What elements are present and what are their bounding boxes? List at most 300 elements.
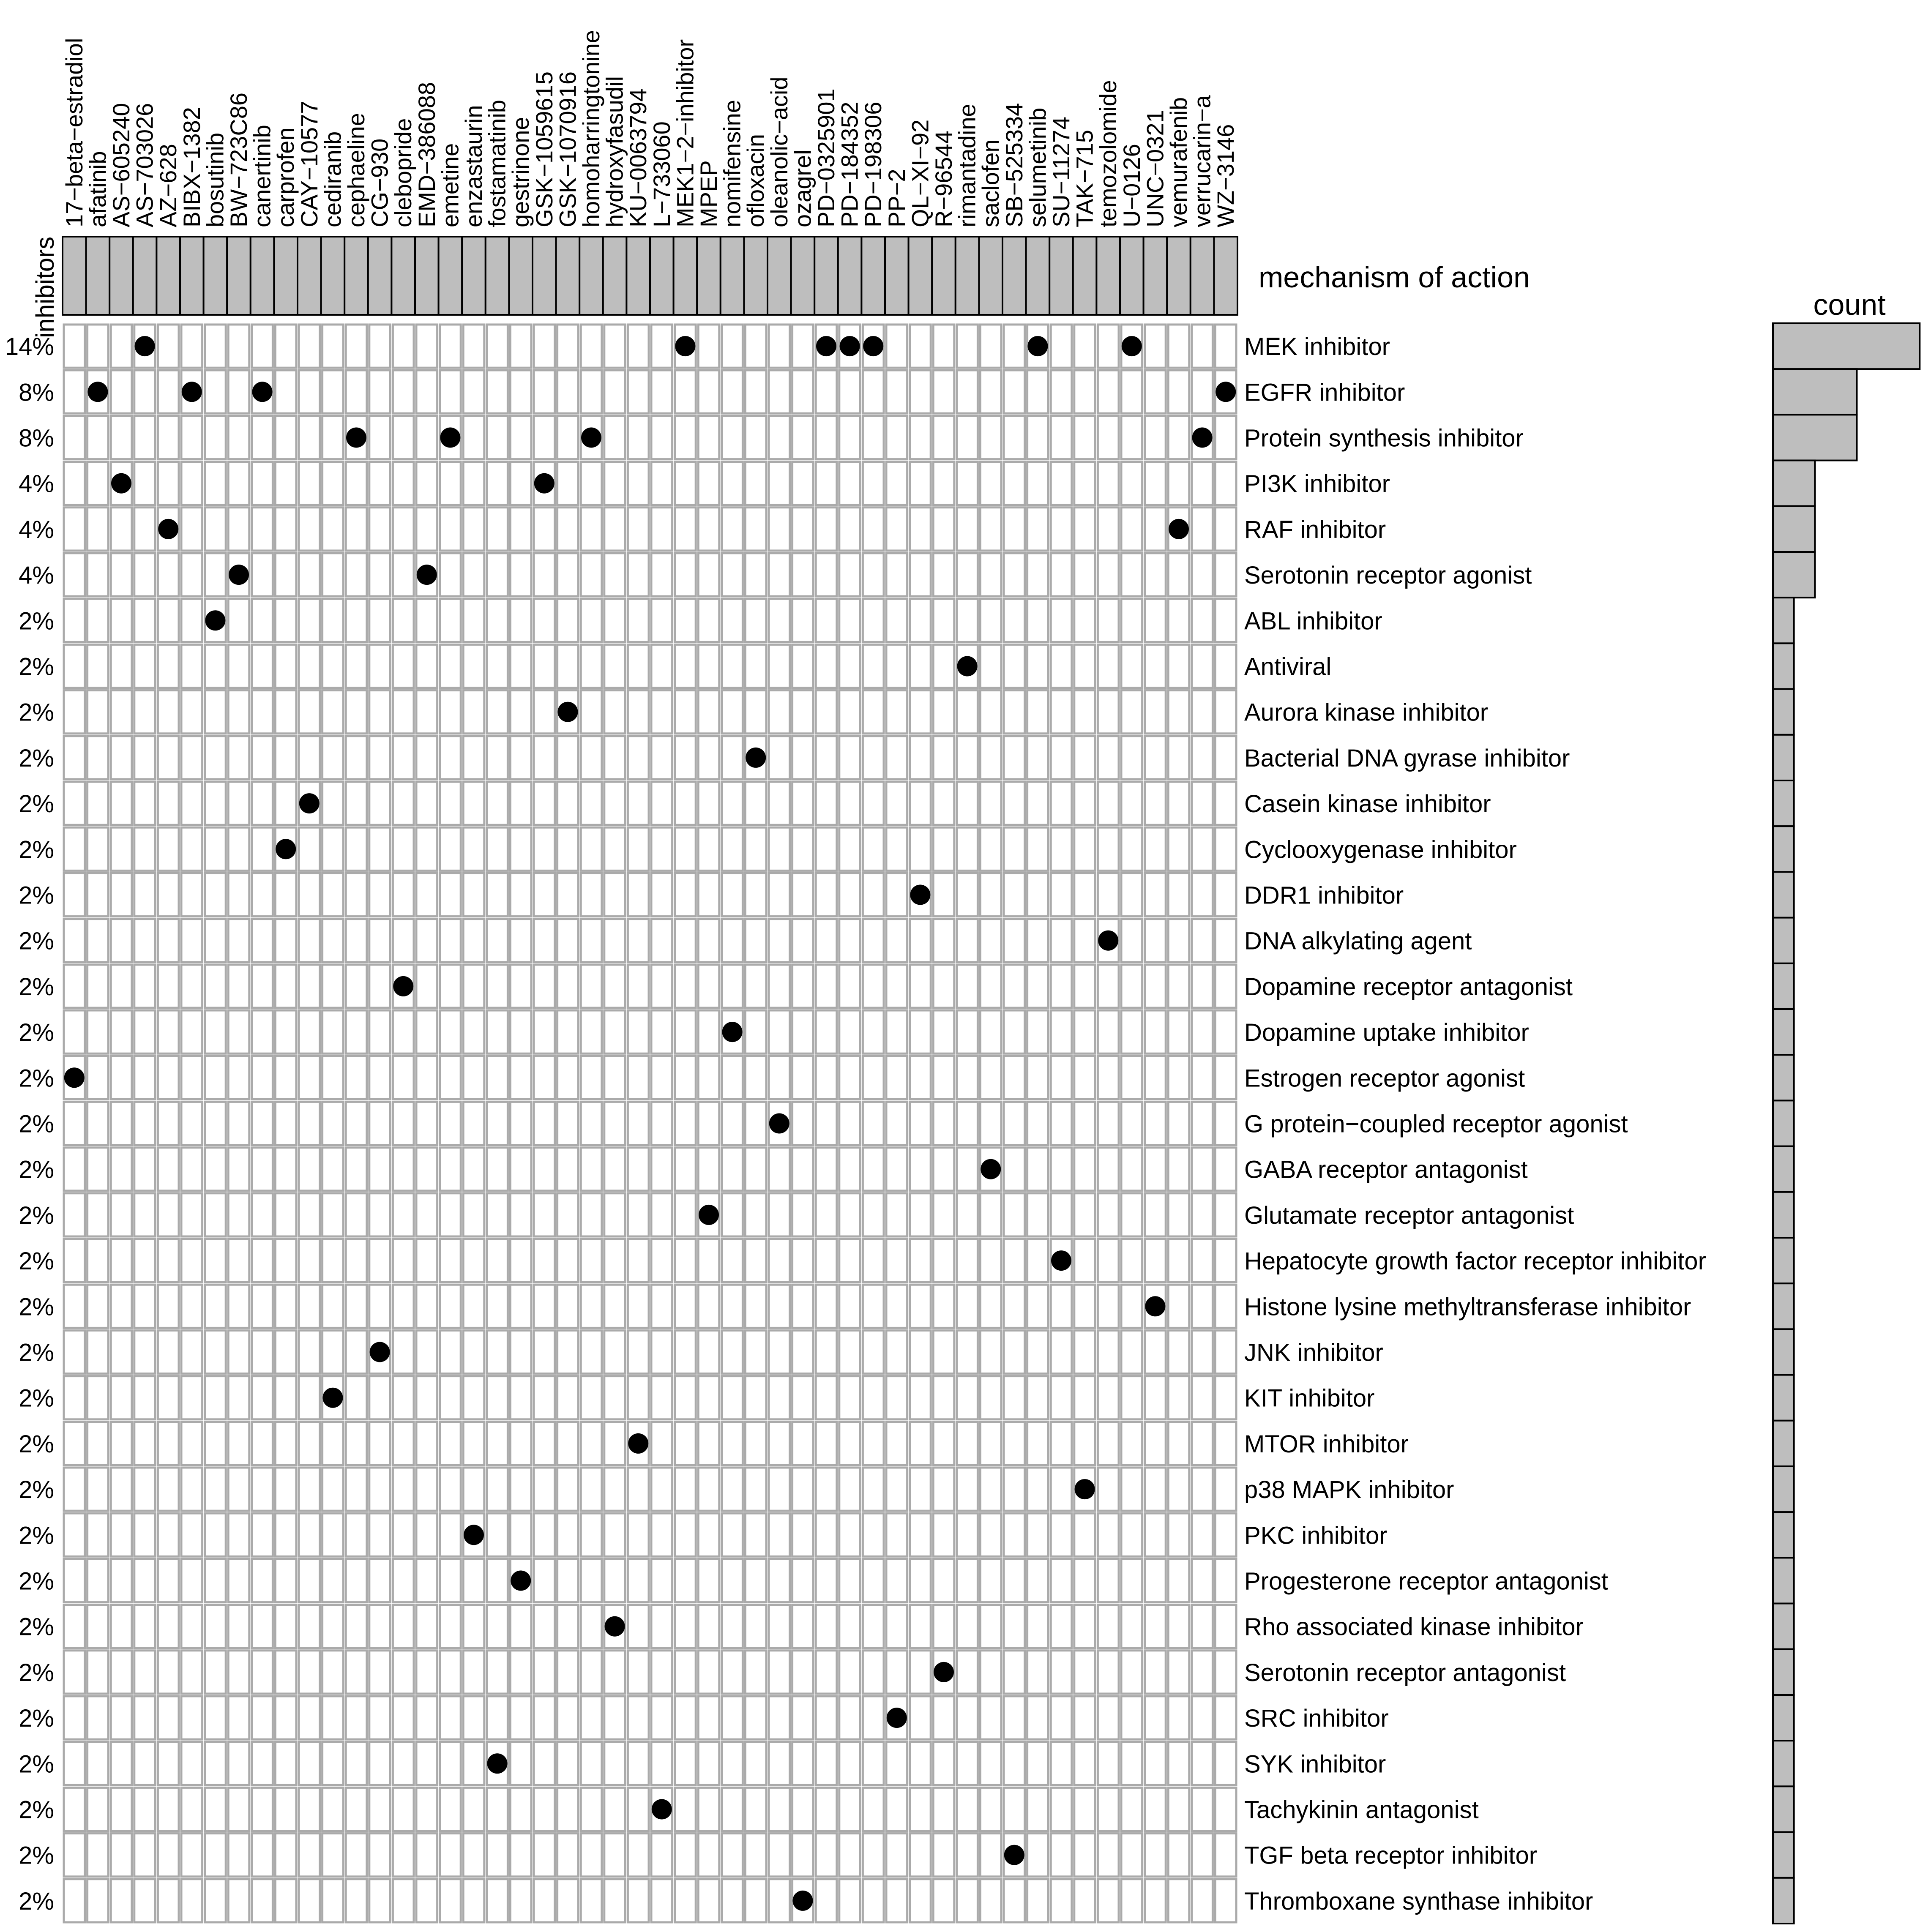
grid-cell (745, 1330, 766, 1373)
grid-cell (557, 965, 579, 1008)
grid-cell (557, 370, 579, 413)
grid-cell (628, 1513, 649, 1556)
grid-cell (1074, 1513, 1095, 1556)
grid-cell (722, 508, 743, 551)
grid-cell (1215, 736, 1236, 779)
grid-cell (722, 827, 743, 870)
grid-cell (910, 1879, 931, 1922)
grid-cell (205, 736, 226, 779)
grid-cell (933, 1834, 954, 1877)
grid-cell (487, 416, 508, 459)
grid-cell (487, 1787, 508, 1831)
grid-cell (510, 1651, 531, 1694)
grid-cell (651, 644, 672, 688)
grid-cell (604, 690, 626, 734)
row-label: Histone lysine methyltransferase inhibitor (1244, 1293, 1691, 1321)
grid-cell (205, 1787, 226, 1831)
grid-cell (322, 508, 344, 551)
grid-cell (134, 1102, 156, 1145)
grid-cell (628, 1239, 649, 1282)
grid-cell (1074, 1834, 1095, 1877)
grid-cell (604, 462, 626, 505)
grid-cell (346, 1148, 367, 1191)
grid-cell (839, 736, 860, 779)
grid-cell (1192, 1102, 1213, 1145)
grid-cell (816, 1010, 837, 1053)
grid-cell (745, 1376, 766, 1419)
grid-cell (275, 1834, 296, 1877)
grid-cell (252, 1239, 273, 1282)
grid-cell (1215, 1056, 1236, 1099)
grid-cell (181, 325, 202, 368)
grid-cell (863, 1696, 884, 1739)
grid-cell (1192, 1285, 1213, 1328)
grid-cell (134, 416, 156, 459)
grid-cell (863, 1376, 884, 1419)
row-percent-label: 2% (19, 1430, 54, 1458)
grid-cell (87, 1559, 109, 1602)
grid-cell (769, 736, 790, 779)
grid-cell (463, 1056, 484, 1099)
grid-cell (1145, 1102, 1166, 1145)
grid-cell (416, 325, 437, 368)
grid-cell (722, 370, 743, 413)
grid-cell (628, 1056, 649, 1099)
grid-cell (181, 1148, 202, 1191)
grid-cell (910, 1102, 931, 1145)
column-label: oleanolic−acid (765, 76, 792, 227)
grid-cell (252, 873, 273, 916)
grid-cell (181, 1285, 202, 1328)
grid-cell (534, 1239, 555, 1282)
column-label: PD−184352 (836, 101, 863, 227)
grid-cell (346, 325, 367, 368)
grid-cell (1098, 1422, 1119, 1465)
grid-cell (957, 1651, 978, 1694)
grid-cell (1192, 370, 1213, 413)
grid-cell (769, 1285, 790, 1328)
grid-cell (252, 1376, 273, 1419)
grid-cell (604, 736, 626, 779)
grid-cell (346, 1513, 367, 1556)
grid-cell (1051, 1651, 1072, 1694)
matrix-dot (722, 1022, 743, 1042)
grid-cell (1098, 1559, 1119, 1602)
grid-cell (1098, 508, 1119, 551)
grid-cell (228, 782, 249, 825)
grid-cell (1192, 782, 1213, 825)
grid-cell (816, 1559, 837, 1602)
grid-cell (863, 919, 884, 962)
grid-cell (863, 1285, 884, 1328)
grid-cell (1145, 873, 1166, 916)
grid-cell (510, 553, 531, 596)
grid-cell (722, 1193, 743, 1236)
matrix-dot (1169, 519, 1189, 539)
grid-cell (158, 736, 179, 779)
grid-cell (463, 1651, 484, 1694)
grid-cell (1074, 1742, 1095, 1785)
grid-cell (957, 599, 978, 642)
grid-cell (275, 508, 296, 551)
grid-cell (886, 1056, 907, 1099)
grid-cell (1192, 690, 1213, 734)
row-percent-label: 2% (19, 1705, 54, 1733)
grid-cell (816, 782, 837, 825)
grid-cell (886, 736, 907, 779)
grid-cell (393, 1742, 414, 1785)
grid-cell (299, 1696, 320, 1739)
grid-cell (792, 325, 814, 368)
matrix-dot (1216, 382, 1236, 402)
grid-cell (651, 827, 672, 870)
grid-cell (1215, 1422, 1236, 1465)
grid-cell (698, 1422, 719, 1465)
grid-cell (1192, 1605, 1213, 1648)
grid-cell (792, 1056, 814, 1099)
grid-cell (205, 827, 226, 870)
grid-cell (933, 965, 954, 1008)
grid-cell (111, 1742, 132, 1785)
grid-cell (1098, 325, 1119, 368)
grid-cell (534, 644, 555, 688)
grid-cell (534, 1376, 555, 1419)
grid-cell (463, 1102, 484, 1145)
grid-cell (722, 462, 743, 505)
grid-cell (510, 1605, 531, 1648)
grid-cell (957, 1468, 978, 1511)
grid-cell (886, 1787, 907, 1831)
matrix-dot (675, 336, 695, 356)
grid-cell (487, 1468, 508, 1511)
grid-cell (510, 736, 531, 779)
grid-cell (675, 1285, 696, 1328)
grid-cell (87, 1879, 109, 1922)
annotation-cell (133, 237, 157, 315)
annotation-cell (838, 237, 862, 315)
grid-cell (1004, 1285, 1025, 1328)
grid-cell (111, 1879, 132, 1922)
grid-cell (1145, 782, 1166, 825)
grid-cell (581, 827, 602, 870)
grid-cell (933, 690, 954, 734)
grid-cell (1145, 1651, 1166, 1694)
grid-cell (651, 1559, 672, 1602)
grid-cell (816, 1330, 837, 1373)
grid-cell (299, 416, 320, 459)
annotation-cell (1167, 237, 1191, 315)
grid-cell (651, 873, 672, 916)
row-label: KIT inhibitor (1244, 1384, 1375, 1412)
grid-cell (886, 1010, 907, 1053)
grid-cell (1168, 1787, 1189, 1831)
grid-cell (1215, 1605, 1236, 1648)
grid-cell (228, 1834, 249, 1877)
grid-cell (205, 644, 226, 688)
grid-cell (440, 599, 461, 642)
grid-cell (675, 462, 696, 505)
grid-cell (510, 1422, 531, 1465)
grid-cell (510, 690, 531, 734)
grid-cell (252, 965, 273, 1008)
grid-cell (933, 1376, 954, 1419)
grid-cell (816, 827, 837, 870)
grid-cell (158, 827, 179, 870)
grid-cell (181, 827, 202, 870)
grid-cell (1004, 1422, 1025, 1465)
grid-cell (346, 462, 367, 505)
grid-cell (886, 1193, 907, 1236)
row-percent-label: 2% (19, 607, 54, 635)
row-label: Protein synthesis inhibitor (1244, 424, 1524, 452)
grid-cell (675, 919, 696, 962)
grid-cell (487, 1879, 508, 1922)
grid-cell (933, 370, 954, 413)
grid-cell (393, 1468, 414, 1511)
grid-cell (581, 919, 602, 962)
grid-cell (557, 1010, 579, 1053)
grid-cell (933, 1468, 954, 1511)
grid-cell (534, 416, 555, 459)
grid-cell (863, 1102, 884, 1145)
count-bar (1773, 963, 1794, 1009)
grid-cell (487, 1651, 508, 1694)
grid-cell (510, 1742, 531, 1785)
grid-cell (1192, 1468, 1213, 1511)
grid-cell (581, 1330, 602, 1373)
grid-cell (1051, 1605, 1072, 1648)
grid-cell (322, 690, 344, 734)
grid-cell (1121, 1056, 1142, 1099)
grid-cell (275, 1787, 296, 1831)
row-percent-label: 2% (19, 1796, 54, 1824)
grid-cell (957, 508, 978, 551)
grid-cell (369, 599, 391, 642)
grid-cell (628, 736, 649, 779)
grid-cell (111, 416, 132, 459)
grid-cell (416, 599, 437, 642)
grid-cell (1215, 1513, 1236, 1556)
grid-cell (557, 462, 579, 505)
grid-cell (416, 919, 437, 962)
grid-cell (604, 1148, 626, 1191)
grid-cell (322, 1056, 344, 1099)
grid-cell (134, 1239, 156, 1282)
grid-cell (228, 1239, 249, 1282)
grid-cell (416, 827, 437, 870)
grid-cell (1192, 1056, 1213, 1099)
grid-cell (487, 1102, 508, 1145)
grid-cell (463, 370, 484, 413)
grid-cell (980, 553, 1001, 596)
grid-cell (886, 325, 907, 368)
grid-cell (675, 690, 696, 734)
grid-cell (275, 325, 296, 368)
grid-cell (628, 1651, 649, 1694)
annotation-cell (1073, 237, 1097, 315)
grid-cell (299, 1148, 320, 1191)
grid-cell (886, 919, 907, 962)
grid-cell (698, 1239, 719, 1282)
grid-cell (534, 1742, 555, 1785)
grid-cell (534, 1787, 555, 1831)
grid-cell (1192, 1834, 1213, 1877)
grid-cell (980, 690, 1001, 734)
grid-cell (322, 325, 344, 368)
grid-cell (745, 1056, 766, 1099)
grid-cell (1168, 1651, 1189, 1694)
grid-cell (675, 827, 696, 870)
grid-cell (628, 827, 649, 870)
grid-cell (510, 1879, 531, 1922)
grid-cell (1168, 1879, 1189, 1922)
grid-cell (322, 1513, 344, 1556)
grid-cell (1192, 736, 1213, 779)
grid-cell (769, 1148, 790, 1191)
grid-cell (299, 827, 320, 870)
grid-cell (487, 644, 508, 688)
count-bar (1773, 506, 1815, 552)
grid-cell (393, 919, 414, 962)
matrix-dot (87, 382, 108, 402)
count-axis-label: count (1813, 288, 1886, 321)
grid-cell (228, 1559, 249, 1602)
grid-cell (275, 1330, 296, 1373)
grid-cell (933, 1148, 954, 1191)
grid-cell (863, 1787, 884, 1831)
grid-cell (1098, 1056, 1119, 1099)
grid-cell (1074, 325, 1095, 368)
grid-cell (886, 1651, 907, 1694)
grid-cell (792, 1742, 814, 1785)
grid-cell (886, 1376, 907, 1419)
grid-cell (1098, 462, 1119, 505)
grid-cell (205, 1834, 226, 1877)
grid-cell (1051, 370, 1072, 413)
grid-cell (1027, 1787, 1049, 1831)
grid-cell (1051, 782, 1072, 825)
grid-cell (111, 1651, 132, 1694)
row-percent-label: 2% (19, 1293, 54, 1321)
grid-cell (980, 1742, 1001, 1785)
grid-cell (698, 416, 719, 459)
grid-cell (181, 462, 202, 505)
grid-cell (275, 1879, 296, 1922)
grid-cell (252, 782, 273, 825)
grid-cell (463, 644, 484, 688)
grid-cell (463, 508, 484, 551)
grid-cell (228, 370, 249, 413)
grid-cell (1074, 1193, 1095, 1236)
grid-cell (487, 462, 508, 505)
grid-cell (1027, 1605, 1049, 1648)
grid-cell (228, 1102, 249, 1145)
matrix-dot (887, 1708, 907, 1728)
grid-cell (534, 1422, 555, 1465)
grid-cell (510, 599, 531, 642)
grid-cell (557, 1285, 579, 1328)
grid-cell (628, 508, 649, 551)
grid-cell (957, 1239, 978, 1282)
grid-cell (393, 508, 414, 551)
grid-cell (1192, 1239, 1213, 1282)
grid-cell (1145, 1468, 1166, 1511)
grid-cell (839, 1056, 860, 1099)
grid-cell (322, 1742, 344, 1785)
grid-cell (581, 370, 602, 413)
row-label: GABA receptor antagonist (1244, 1156, 1528, 1184)
grid-cell (322, 370, 344, 413)
grid-cell (792, 782, 814, 825)
grid-cell (745, 782, 766, 825)
grid-cell (299, 370, 320, 413)
grid-cell (158, 1879, 179, 1922)
grid-cell (886, 782, 907, 825)
grid-cell (1098, 1285, 1119, 1328)
grid-cell (792, 1239, 814, 1282)
grid-cell (698, 1559, 719, 1602)
grid-cell (1074, 644, 1095, 688)
grid-cell (1215, 919, 1236, 962)
grid-cell (886, 644, 907, 688)
grid-cell (1192, 462, 1213, 505)
grid-cell (839, 827, 860, 870)
grid-cell (1168, 827, 1189, 870)
grid-cell (1004, 1742, 1025, 1785)
grid-cell (604, 873, 626, 916)
grid-cell (698, 1468, 719, 1511)
grid-cell (933, 1696, 954, 1739)
grid-cell (1027, 1422, 1049, 1465)
grid-cell (628, 919, 649, 962)
row-label: Progesterone receptor antagonist (1244, 1567, 1608, 1595)
grid-cell (228, 1285, 249, 1328)
grid-cell (275, 919, 296, 962)
grid-cell (1004, 1651, 1025, 1694)
grid-cell (228, 1651, 249, 1694)
grid-cell (1098, 827, 1119, 870)
grid-cell (745, 508, 766, 551)
grid-cell (1215, 508, 1236, 551)
row-label: DNA alkylating agent (1244, 927, 1472, 955)
grid-cell (440, 1193, 461, 1236)
grid-cell (416, 965, 437, 1008)
grid-cell (440, 1239, 461, 1282)
grid-cell (980, 782, 1001, 825)
grid-cell (839, 1148, 860, 1191)
matrix-dot (981, 1159, 1001, 1179)
grid-cell (651, 1422, 672, 1465)
matrix-dot (64, 1067, 85, 1088)
grid-cell (228, 690, 249, 734)
grid-cell (534, 1102, 555, 1145)
grid-cell (369, 1559, 391, 1602)
grid-cell (1145, 1239, 1166, 1282)
column-label: WZ−3146 (1212, 124, 1239, 227)
grid-cell (416, 1513, 437, 1556)
grid-cell (698, 873, 719, 916)
grid-cell (299, 1010, 320, 1053)
grid-cell (1027, 1559, 1049, 1602)
grid-cell (957, 1559, 978, 1602)
grid-cell (87, 919, 109, 962)
grid-cell (322, 1696, 344, 1739)
grid-cell (604, 919, 626, 962)
grid-cell (628, 1879, 649, 1922)
grid-cell (1051, 1193, 1072, 1236)
grid-cell (816, 462, 837, 505)
grid-cell (651, 1651, 672, 1694)
